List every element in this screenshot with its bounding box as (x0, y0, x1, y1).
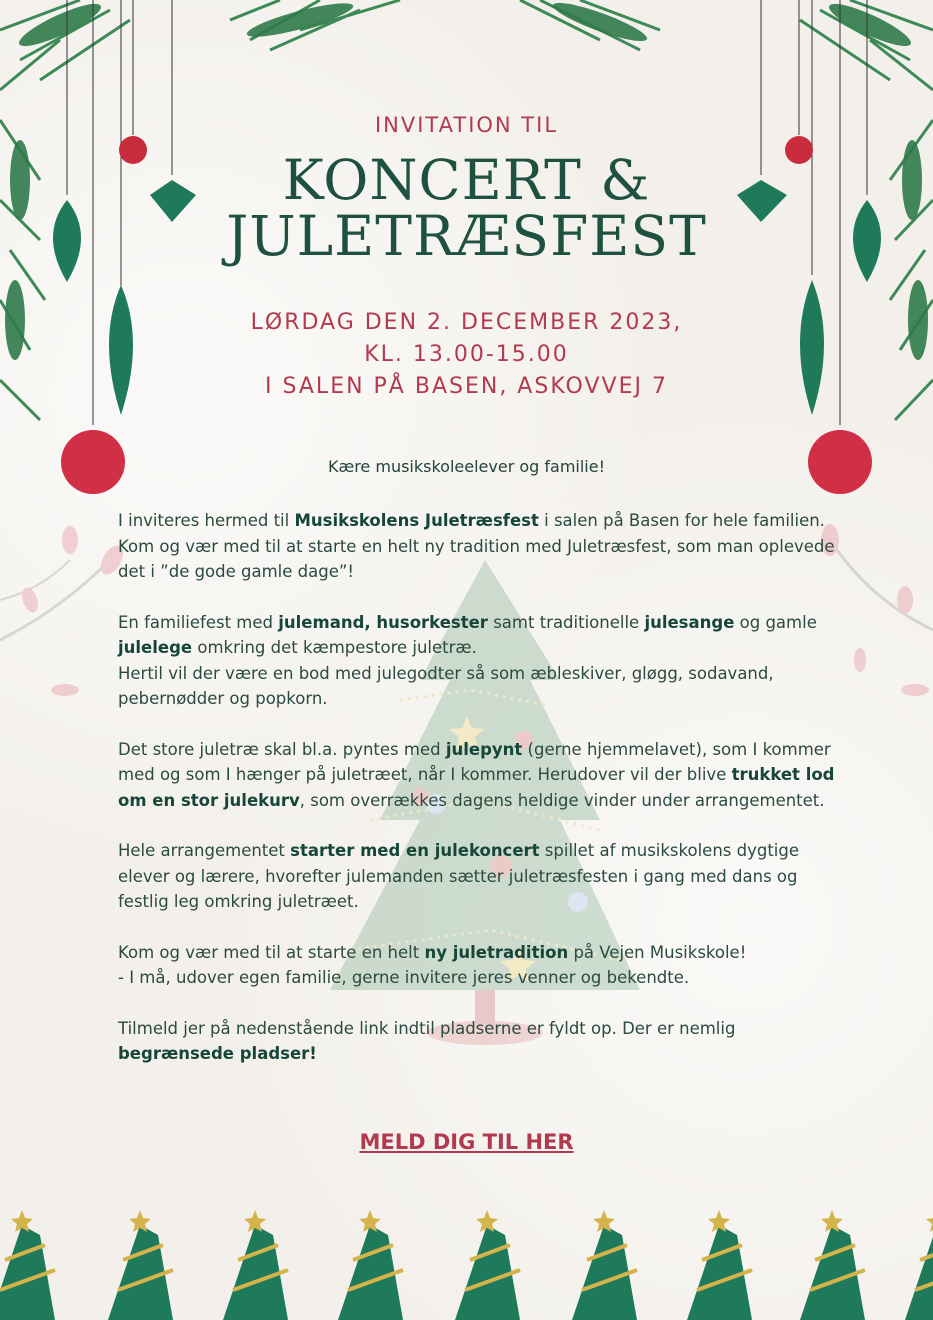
highlight: julesange (644, 612, 735, 632)
text: Det store juletræ skal bl.a. pyntes med (118, 739, 446, 759)
highlight: julepynt (445, 739, 523, 759)
highlight: begrænsede pladser! (118, 1044, 317, 1063)
text: spillet af musikskolens dygtige elever og lærere, hvorefter julemanden sætter juletræsfesten i gang med dans og festlig leg omkring juletræet. (118, 841, 800, 911)
text: I inviteres hermed til (118, 511, 295, 530)
text: En familiefest med (118, 612, 279, 632)
left-berry-branch-icon (0, 526, 128, 696)
event-details (0, 307, 933, 403)
invitation-subtitle: INVITATION TIL (374, 113, 559, 137)
text: på Vejen Musikskole! (568, 942, 747, 962)
highlight: starter med en julekoncert (290, 841, 540, 860)
paragraph-1 (118, 508, 848, 585)
page-title (0, 148, 933, 268)
text: i salen på Basen for hele familien. Kom og vær med til at starte en helt ny tradition med Juletræsfest, som man oplevede det i ”de gode gamle dage”! (118, 511, 835, 581)
highlight: Musikskolens Juletræsfest (294, 511, 539, 530)
event-date: LØRDAG DEN 2. DECEMBER 2023, (250, 310, 683, 335)
highlight: ny juletradition (424, 942, 569, 962)
text: omkring det kæmpestore juletræ. (192, 638, 477, 657)
text: , som overrækkes dagens heldige vinder under arrangementet. (299, 790, 825, 810)
bottom-tree-row-icon (0, 1210, 933, 1320)
title-line-1: KONCERT & (282, 148, 651, 212)
text: Hele arrangementet (118, 841, 291, 860)
highlight: trukket lod om en stor julekurv (118, 765, 835, 810)
text: - I må, udover egen familie, gerne invitere jeres venner og bekendte. (118, 968, 690, 987)
event-place: I SALEN PÅ BASEN, ASKOVVEJ 7 (265, 374, 668, 399)
highlight: julelege (118, 638, 193, 657)
text: Hertil vil der være en bod med julegodter så som æbleskiver, gløgg, sodavand, pebernødder og popkorn. (118, 663, 774, 708)
invitation-body (118, 508, 848, 1092)
greeting: Kære musikskoleelever og familie! (328, 457, 605, 476)
title-line-2: JULETRÆSFEST (226, 204, 707, 268)
paragraph-3 (118, 737, 848, 814)
highlight: julemand, husorkester (278, 612, 488, 632)
paragraph-4 (118, 838, 848, 915)
text: og gamle (734, 612, 817, 632)
paragraph-5 (118, 940, 848, 991)
text: samt traditionelle (487, 612, 645, 632)
text: Tilmeld jer på nedenstående link indtil pladserne er fyldt op. Der er nemlig (118, 1018, 736, 1038)
paragraph-6 (118, 1016, 848, 1067)
event-time: KL. 13.00-15.00 (364, 342, 569, 367)
text: Kom og vær med til at starte en helt (118, 942, 425, 962)
text: (gerne hjemmelavet), som I kommer med og som I hænger på juletræet, når I kommer. Herudover vil der blive (118, 739, 831, 784)
paragraph-2 (118, 610, 848, 712)
signup-link[interactable]: MELD DIG TIL HER (359, 1130, 574, 1154)
